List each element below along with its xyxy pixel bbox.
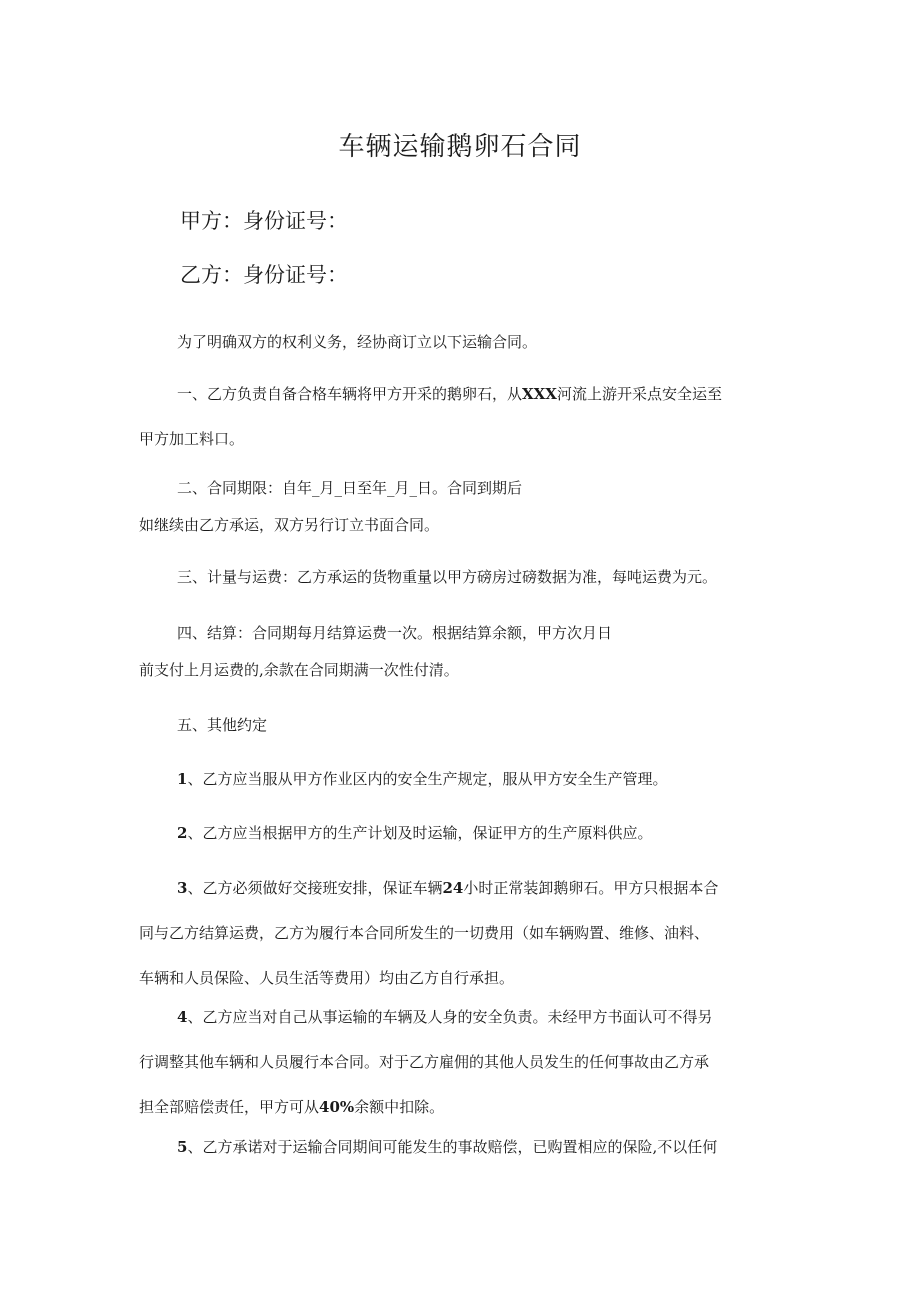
clause-5-heading-text: 五、其他约定 [177, 716, 268, 734]
clause-5-heading [139, 703, 787, 748]
item-2 [139, 811, 787, 856]
document-title: 车辆运输鹅卵石合同 [338, 132, 582, 162]
clause-1-line-2: 甲方加工料口。 [139, 430, 245, 448]
river-name-placeholder: XXX [522, 385, 557, 403]
item-4-text-3b: 余额中扣除。 [354, 1098, 445, 1116]
clause-4 [139, 611, 787, 693]
intro-text: 为了明确双方的权利义务，经协商订立以下运输合同。 [177, 333, 538, 351]
clause-4-line-2: 前支付上月运费的,余款在合同期满一次性付清。 [139, 661, 459, 679]
item-4-line-1 [139, 995, 787, 1040]
item-3-number: 3 [177, 879, 188, 897]
item-1-number: 1 [177, 770, 188, 788]
percent-value: 40% [319, 1098, 355, 1116]
item-3-text-b: 小时正常装卸鹅卵石。甲方只根据本合 [463, 879, 719, 897]
item-1 [139, 757, 787, 802]
clause-2 [139, 466, 787, 548]
item-3-text-a: 、乙方必须做好交接班安排，保证车辆 [187, 879, 443, 897]
clause-1-text-b: 河流上游开采点安全运至 [556, 385, 722, 403]
clause-1-text-a: 一、乙方负责自备合格车辆将甲方开采的鹅卵石，从 [177, 385, 523, 403]
party-b-line: 乙方：身份证号： [180, 263, 348, 287]
intro-paragraph [139, 320, 787, 365]
item-3-line-2: 同与乙方结算运费，乙方为履行本合同所发生的一切费用（如车辆购置、维修、油料、 [139, 924, 710, 942]
clause-4-line-1: 四、结算：合同期每月结算运费一次。根据结算余额，甲方次月日 [177, 624, 613, 642]
hours-value: 24 [442, 879, 464, 897]
clause-2-line-1: 二、合同期限：自年_月_日至年_月_日。合同到期后 [177, 479, 523, 497]
item-4-line-3 [139, 1085, 787, 1130]
item-4-text-3a: 担全部赔偿责任，甲方可从 [139, 1098, 320, 1116]
clause-3 [139, 555, 787, 600]
item-1-text: 、乙方应当服从甲方作业区内的安全生产规定，服从甲方安全生产管理。 [187, 770, 668, 788]
item-5 [139, 1125, 787, 1170]
item-5-text: 、乙方承诺对于运输合同期间可能发生的事故赔偿，已购置相应的保险,不以任何 [187, 1138, 718, 1156]
item-4 [139, 995, 787, 1130]
item-4-line-2: 行调整其他车辆和人员履行本合同。对于乙方雇佣的其他人员发生的任何事故由乙方承 [139, 1053, 710, 1071]
item-4-text-1: 、乙方应当对自己从事运输的车辆及人身的安全负责。未经甲方书面认可不得另 [187, 1008, 713, 1026]
clause-2-line-2: 如继续由乙方承运，双方另行订立书面合同。 [139, 516, 440, 534]
item-3-line-1 [139, 866, 787, 911]
item-5-number: 5 [177, 1138, 188, 1156]
item-4-number: 4 [177, 1008, 188, 1026]
clause-3-text: 三、计量与运费：乙方承运的货物重量以甲方磅房过磅数据为准，每吨运费为元。 [177, 568, 718, 586]
clause-1 [139, 372, 787, 462]
item-3-line-3: 车辆和人员保险、人员生活等费用）均由乙方自行承担。 [139, 969, 515, 987]
party-a-line: 甲方：身份证号： [180, 209, 348, 233]
item-3 [139, 866, 787, 1001]
clause-1-line-1 [139, 372, 787, 417]
item-2-text: 、乙方应当根据甲方的生产计划及时运输，保证甲方的生产原料供应。 [187, 824, 653, 842]
item-2-number: 2 [177, 824, 188, 842]
